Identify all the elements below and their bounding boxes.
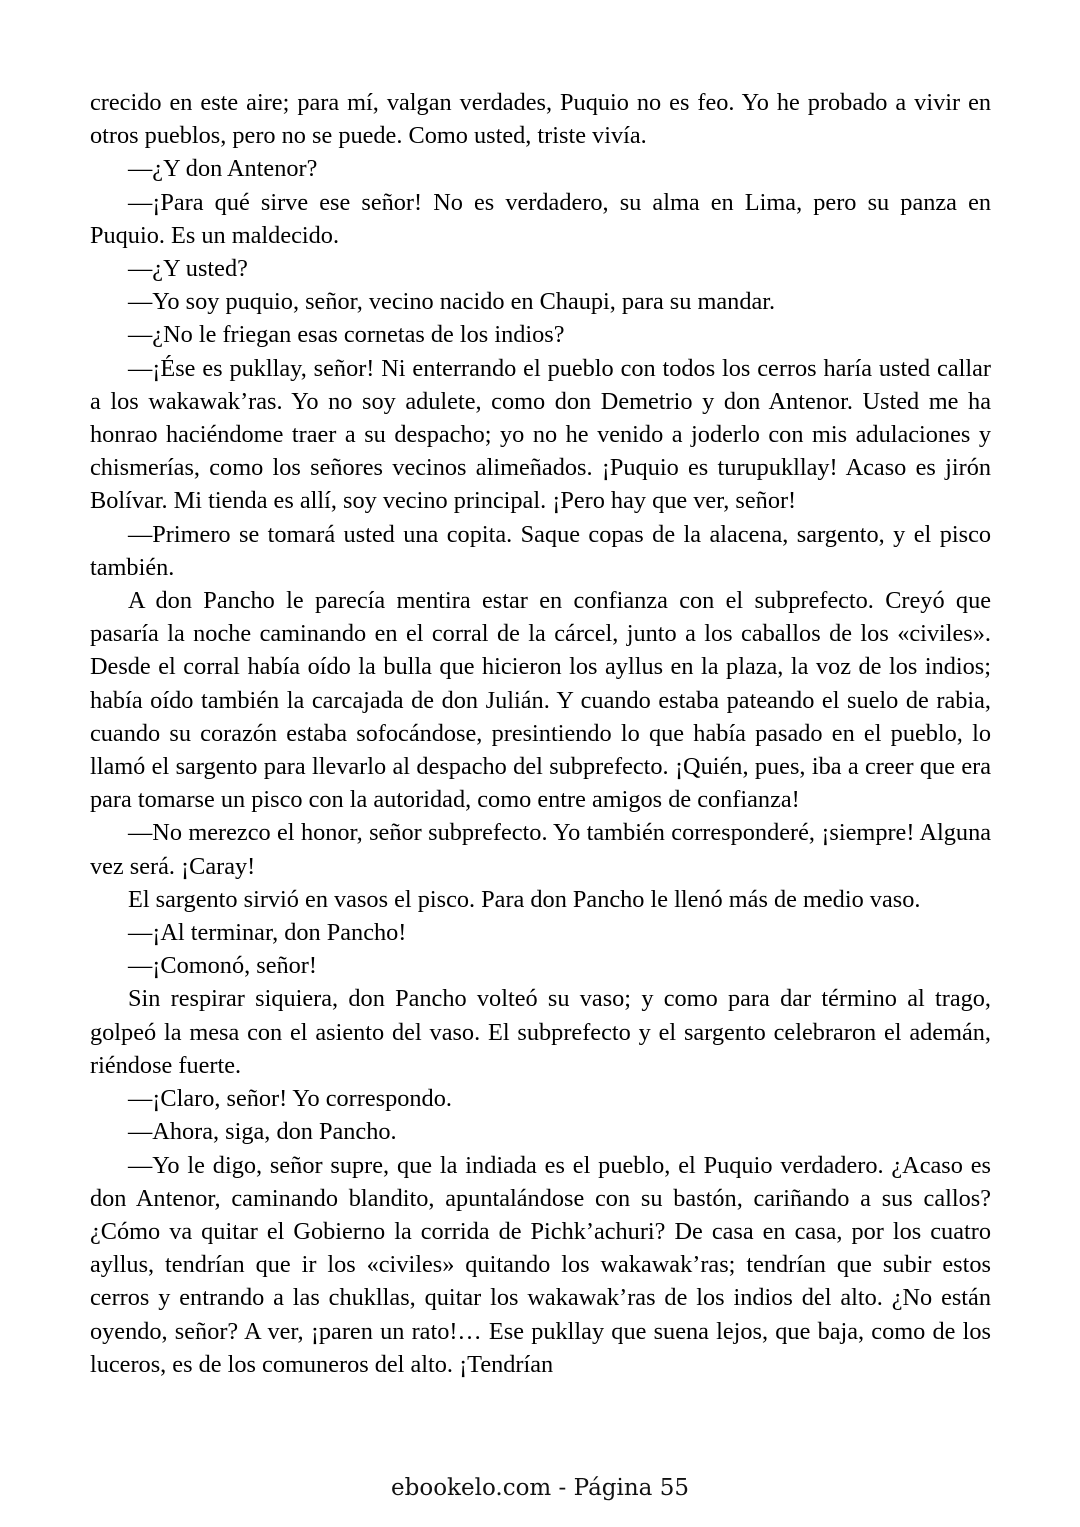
page-footer xyxy=(0,1473,1080,1503)
dialogue-paragraph: —¡Al terminar, don Pancho! xyxy=(128,919,407,947)
dialogue-paragraph: —¡Comonó, señor! xyxy=(128,952,317,980)
narrative-paragraph: A don Pancho le parecía mentira estar en confianza con el subprefecto. Creyó que pasaría la noche caminando en el corral de la cárcel, junto a los caballos de los «civiles». Desde el corral había oído la bulla que hicieron los ayllus en la plaza, la voz de los indios; había oído también la carcajada de don Julián. Y cuando estaba pateando el suelo de rabia, cuando su corazón estaba sofocándose, presintiendo lo que había pasado en el pueblo, lo llamó el sargento para llevarlo al despacho del subprefecto. ¡Quién, pues, iba a creer que era para tomarse un pisco con la autoridad, como entre amigos de confianza! xyxy=(90,587,991,814)
dialogue-paragraph: —¡Para qué sirve ese señor! No es verdadero, su alma en Lima, pero su panza en Puquio. Es un maldecido. xyxy=(90,188,991,249)
dialogue-paragraph: —Yo soy puquio, señor, vecino nacido en Chaupi, para su mandar. xyxy=(128,288,776,316)
dialogue-paragraph: —¿Y don Antenor? xyxy=(128,155,318,183)
paragraph: crecido en este aire; para mí, valgan verdades, Puquio no es feo. Yo he probado a vivir en otros pueblos, pero no se puede. Como usted, triste vivía. xyxy=(90,89,991,150)
narrative-paragraph: El sargento sirvió en vasos el pisco. Para don Pancho le llenó más de medio vaso. xyxy=(128,885,921,913)
dialogue-paragraph: —No merezco el honor, señor subprefecto. Yo también corresponderé, ¡siempre! Alguna vez será. ¡Caray! xyxy=(90,819,991,880)
page-text-column xyxy=(90,86,991,1381)
dialogue-paragraph: —¡Claro, señor! Yo correspondo. xyxy=(128,1085,452,1113)
narrative-paragraph: Sin respirar siquiera, don Pancho volteó su vaso; y como para dar término al trago, golpeó la mesa con el asiento del vaso. El subprefecto y el sargento celebraron el ademán, riéndose fuerte. xyxy=(90,985,991,1079)
footer-text: ebookelo.com - Página 55 xyxy=(391,1475,689,1501)
dialogue-paragraph: —Yo le digo, señor supre, que la indiada es el pueblo, el Puquio verdadero. ¿Acaso es don Antenor, caminando blandito, apuntalándose con su bastón, cariñando a sus callos? ¿Cómo va quitar el Gobierno la corrida de Pichk’achuri? De casa en casa, por los cuatro ayllus, tendrían que ir los «civiles» quitando los wakawak’ras; tendrían que subir estos cerros y entrando a las chukllas, quitar los wakawak’ras de los indios del alto. ¿No están oyendo, señor? A ver, ¡paren un rato!… Ese pukllay que suena lejos, que baja, como de los luceros, es de los comuneros del alto. ¡Tendrían xyxy=(90,1151,991,1378)
dialogue-paragraph: —¿Y usted? xyxy=(128,255,248,283)
dialogue-paragraph: —¡Ése es pukllay, señor! Ni enterrando el pueblo con todos los cerros haría usted callar a los wakawak’ras. Yo no soy adulete, como don Demetrio y don Antenor. Usted me ha honrao haciéndome traer a su despacho; yo no he venido a joderlo con mis adulaciones y chismerías, como los señores vecinos alimeñados. ¡Puquio es turupukllay! Acaso es jirón Bolívar. Mi tienda es allí, soy vecino principal. ¡Pero hay que ver, señor! xyxy=(90,354,991,515)
dialogue-paragraph: —¿No le friegan esas cornetas de los indios? xyxy=(128,321,565,349)
dialogue-paragraph: —Ahora, siga, don Pancho. xyxy=(128,1118,397,1146)
dialogue-paragraph: —Primero se tomará usted una copita. Saque copas de la alacena, sargento, y el pisco también. xyxy=(90,520,991,581)
